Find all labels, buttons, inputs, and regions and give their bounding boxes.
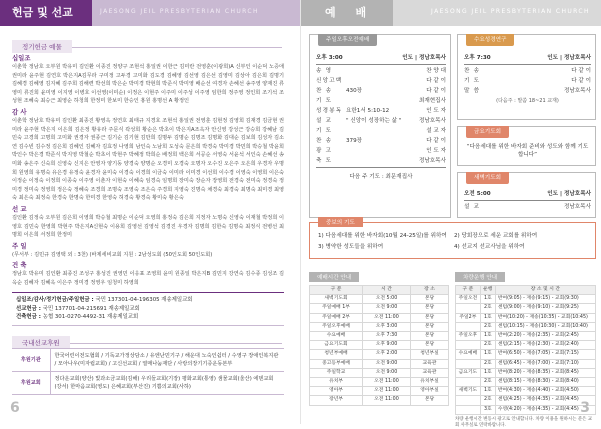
wednesday-row xyxy=(464,76,591,86)
sunday-row xyxy=(316,66,446,76)
schedule-cell-10-1: 오전 11:00 xyxy=(363,387,411,396)
wednesday-order xyxy=(464,66,591,96)
sunday-time: 오후 3:00 xyxy=(316,55,343,61)
wednesday-leader-0: 다 같 이 xyxy=(571,68,591,74)
vehicle-cell-12-1: 3호 xyxy=(480,405,495,414)
vehicle-row xyxy=(456,396,596,405)
sunday-row xyxy=(316,156,446,166)
schedule-cell-4-2: 본당 xyxy=(410,332,448,341)
sunday-row xyxy=(316,146,446,156)
sunday-order xyxy=(316,66,446,166)
schedule-cell-4-0: 수요예배 xyxy=(310,332,363,341)
vehicle-row xyxy=(456,350,596,359)
vehicle-cell-7-2: 센텀(6:45) - 재송(7:00) - 교회(7:10) xyxy=(495,359,595,368)
schedule-row xyxy=(310,341,449,350)
schedule-table xyxy=(309,285,449,406)
schedule-cell-0-0: 새벽기도회 xyxy=(310,295,363,304)
dawn-time-row xyxy=(464,189,591,199)
account-value-2: 농협 301-0270-4492-31 재송제일교회 xyxy=(42,314,139,321)
next-week-leader-text: 다음 주 기도 : 최문재집사 xyxy=(349,174,413,180)
offering-category-4: 건 축 xyxy=(12,261,27,270)
vehicle-row xyxy=(456,378,596,387)
wednesday-item-1: 기 도 xyxy=(464,78,481,84)
left-header xyxy=(0,0,300,26)
vehicle-cell-10-2: 반여(4:30) - 재송(4:40) - 교회(4:50) xyxy=(495,387,595,396)
schedule-cell-2-1: 오전 11:00 xyxy=(363,313,411,322)
schedule-cell-7-1: 오전 9:00 xyxy=(363,359,411,368)
schedule-cell-5-2: 본당 xyxy=(410,341,448,350)
vehicle-cell-9-0 xyxy=(456,378,481,387)
schedule-cell-10-2: 영아부실 xyxy=(410,387,448,396)
right-header xyxy=(301,0,601,26)
schedule-row xyxy=(310,359,449,368)
schedule-cell-8-1: 오전 9:00 xyxy=(363,368,411,377)
vehicle-row xyxy=(456,405,596,414)
offering-list xyxy=(12,52,284,287)
intercession-box xyxy=(309,222,596,259)
vehicle-section xyxy=(455,264,596,429)
domestic-label-1: 후원교회 xyxy=(12,372,50,395)
vehicle-cell-0-1: 1호 xyxy=(480,295,495,304)
sunday-item-5: 설 교 xyxy=(316,118,333,124)
schedule-cell-0-1: 오전 5:00 xyxy=(363,295,411,304)
schedule-row xyxy=(310,368,449,377)
sunday-leader-5: 정남호목사 xyxy=(418,118,446,124)
wednesday-note-text: (다음주 : 말씀 18~21 교재) xyxy=(496,98,559,104)
schedule-cell-5-0: 금요기도회 xyxy=(310,341,363,350)
offering-section-label xyxy=(12,34,282,51)
vehicle-cell-12-2: 수영(4:20) - 재송(4:35) - 교회(4:45) xyxy=(495,405,595,414)
intercession-item-2: 3) 병약한 성도들을 위하여 xyxy=(318,244,384,250)
sunday-leader-9: 정남호목사 xyxy=(418,158,446,164)
sunday-leader-1: 다 같 이 xyxy=(426,78,446,84)
sunday-leader-6: 설 교 자 xyxy=(426,128,446,134)
sunday-item-7: 찬 송 xyxy=(316,138,333,144)
offering-category-2: 선 교 xyxy=(12,204,27,213)
vehicle-cell-9-2: 센텀(8:15) - 재송(8:30) - 교회(8:40) xyxy=(495,378,595,387)
intercession-item-1: 2) 당회장으로 세운 교회를 위하여 xyxy=(454,233,538,239)
vehicle-cell-11-2: 센텀(4:25) - 재송(4:35) - 교회(4:45) xyxy=(495,396,595,405)
vehicle-row xyxy=(456,304,596,313)
vehicle-row xyxy=(456,332,596,341)
sunday-presider: 인도 | 정남호목사 xyxy=(402,55,446,61)
intercession-item-3: 4) 선교지 선교사님을 위하여 xyxy=(454,244,525,250)
sunday-leader-4: 인 도 자 xyxy=(426,108,446,114)
account-line xyxy=(16,296,280,305)
schedule-cell-3-1: 오후 3:00 xyxy=(363,322,411,331)
wednesday-presider: 인도 | 정남호목사 xyxy=(547,55,591,61)
account-label-0: 십일조/감사/정기헌금/주일헌금 : xyxy=(16,297,96,303)
domestic-value-1: 정다운교회(양산) 빛과소금교회(김해) 우리들교회(기장) 평화교회(통영) 샘물교회(울산) 에덴교회(강서) 한마음교회(영도) 은혜교회(부산진) 기쁨의교회(사하) xyxy=(50,372,284,395)
schedule-cell-10-0: 영아부 xyxy=(310,387,363,396)
dawn-sermon-leader: 정남호목사 xyxy=(563,204,591,210)
dawn-sermon-label: 설 교 xyxy=(464,204,481,210)
schedule-cell-9-2: 유치부실 xyxy=(410,378,448,387)
account-info xyxy=(12,292,284,326)
vehicle-cell-4-2: 반여(2:20) - 재송(2:35) - 교회(2:45) xyxy=(495,332,595,341)
vehicle-cell-8-2: 반여(8:20) - 재송(8:35) - 교회(8:45) xyxy=(495,368,595,377)
schedule-cell-8-0: 주일학교 xyxy=(310,368,363,377)
vehicle-cell-3-2: 센텀(10:15) - 재송(10:30) - 교회(10:40) xyxy=(495,322,595,331)
schedule-cell-1-0: 주일예배 1부 xyxy=(310,304,363,313)
dawn-prayer-box xyxy=(457,172,596,218)
sunday-item-3: 기 도 xyxy=(316,98,333,104)
offering-names-2: 김인환 김정숙 오부원 김은희 이영희 박승철 최명순 이순덕 오영희 홍정숙 김은희 지정자 노명숙 신영숙 이재철 박정희 이영호 김민숙 한영희 박현주 박은지A신현숙 이용희 김영선 김영석 김경진 우경자 김명희 김한숙 김명숙 최정식 전병선 최명희 이은희 서정희 한정미 xyxy=(12,214,284,239)
wednesday-item-2: 말 씀 xyxy=(464,88,481,94)
vehicle-cell-7-1: 2호 xyxy=(480,359,495,368)
vehicle-row xyxy=(456,368,596,377)
domestic-label-0: 후원기관 xyxy=(12,349,50,372)
right-page xyxy=(300,0,600,428)
vehicle-cell-5-2: 센텀(2:15) - 재송(2:30) - 교회(2:40) xyxy=(495,341,595,350)
vehicle-title: 차량운행 안내 xyxy=(455,272,505,282)
schedule-row xyxy=(310,396,449,405)
schedule-row xyxy=(310,313,449,322)
sunday-content-5: " 신앙이 성장하는 삶 " xyxy=(346,118,402,124)
schedule-row xyxy=(310,332,449,341)
left-header-tab: 헌금 및 선교 xyxy=(0,0,92,26)
left-page-number: 6 xyxy=(10,400,20,416)
sunday-time-row xyxy=(316,53,446,63)
sunday-item-1: 신앙고백 xyxy=(316,78,343,84)
vehicle-cell-2-0: 주일2부 xyxy=(456,313,481,322)
wednesday-leader-1: 다 같 이 xyxy=(571,78,591,84)
wednesday-time-row xyxy=(464,53,591,63)
vehicle-head-row xyxy=(456,286,596,295)
intercession-title: 중보의 기도 xyxy=(318,217,363,227)
schedule-head-1: 시 간 xyxy=(363,286,411,295)
offering-category-0: 십일조 xyxy=(12,54,31,62)
vehicle-cell-0-0: 주일오전 xyxy=(456,295,481,304)
schedule-cell-11-2: 본당 xyxy=(410,396,448,405)
right-header-english: JAESONG JEIL PRESBYTERIAN CHURCH xyxy=(431,8,590,15)
sunday-row xyxy=(316,106,446,116)
vehicle-cell-1-0 xyxy=(456,304,481,313)
schedule-cell-7-2: 교육관 xyxy=(410,359,448,368)
intercession-items xyxy=(318,231,594,253)
vehicle-cell-9-1: 2호 xyxy=(480,378,495,387)
schedule-head-0: 구 분 xyxy=(310,286,363,295)
sunday-row xyxy=(316,116,446,126)
dawn-sermon-row xyxy=(464,202,591,212)
vehicle-head-0: 구 분 xyxy=(456,286,481,295)
domestic-row xyxy=(12,349,284,372)
dawn-time: 오전 5:00 xyxy=(464,191,491,197)
schedule-title: 예배시간 안내 xyxy=(309,272,359,282)
vehicle-cell-4-0: 주일오후 xyxy=(456,332,481,341)
offering-names-4: 정남호 박유미 김인환 최종진 조성구 홍성진 권영민 이응표 조영희 윤미 원종일 박은지B 김민지 강연숙 김수종 김성조 김옥순 김혜자 김혜옥 이은주 정미경 정영우 임청미 하영희 xyxy=(12,271,284,286)
dawn-presider: 인도 | 정남호목사 xyxy=(547,191,591,197)
vehicle-cell-6-2: 반여(6:50) - 재송(7:05) - 교회(7:15) xyxy=(495,350,595,359)
sunday-leader-3: 최재현집사 xyxy=(418,98,446,104)
sunday-item-9: 축 도 xyxy=(316,158,333,164)
vehicle-cell-4-1: 1호 xyxy=(480,332,495,341)
domestic-support-table xyxy=(12,348,284,395)
account-line xyxy=(16,305,280,314)
vehicle-cell-2-2: 반여(10:20) - 재송(10:35) - 교회(10:45) xyxy=(495,313,595,322)
vehicle-cell-2-1: 1호 xyxy=(480,313,495,322)
vehicle-cell-6-0: 수요예배 xyxy=(456,350,481,359)
schedule-cell-6-2: 청년부실 xyxy=(410,350,448,359)
vehicle-cell-5-0 xyxy=(456,341,481,350)
vehicle-row xyxy=(456,295,596,304)
vehicle-cell-8-1: 1호 xyxy=(480,368,495,377)
domestic-section-title: 국내선교후원 xyxy=(12,336,70,349)
sunday-row xyxy=(316,86,446,96)
schedule-row xyxy=(310,378,449,387)
sunday-item-4: 성경봉독 xyxy=(316,108,343,114)
sunday-item-2: 찬 송 xyxy=(316,88,333,94)
sunday-row xyxy=(316,96,446,106)
vehicle-cell-1-2: 센텀(9:00) - 재송(9:10) - 교회(9:25) xyxy=(495,304,595,313)
left-header-english: JAESONG JEIL PRESBYTERIAN CHURCH xyxy=(100,8,259,15)
sunday-content-7: 379장 xyxy=(346,138,363,144)
schedule-cell-6-1: 오후 2:00 xyxy=(363,350,411,359)
offering-names-3: (무서부 : 김민규 김영택 외 : 3천) (바제세비교회 지원 : 2남성도회 (50인도회 50인도회) xyxy=(12,251,213,258)
domestic-row xyxy=(12,372,284,395)
offering-category-3: 주 일 xyxy=(12,241,27,250)
vehicle-note: 차량 운행시간 변동시 광고로 안내합니다. 차량 이용을 원하시는 분은 교회 사무실로 연락바랍니다. xyxy=(455,416,592,428)
right-header-tab: 예 배 xyxy=(301,0,393,26)
vehicle-cell-8-0: 금요기도 xyxy=(456,368,481,377)
account-value-1: 국민 137701-04-215691 재송제일교회 xyxy=(42,305,140,312)
sunday-item-0: 송 영 xyxy=(316,68,333,74)
friday-prayer-box xyxy=(457,126,596,166)
offering-names-1: 이춘학 정남호 박유미 김인환 최종진 황영옥 정연호 최태규 지경호 조현석 홍일권 전영훈 김현정 김영희 김재경 김금현 권미라 윤주현 박은지 이은희 김은정 황유라 주문식 곽성희 황순은 박초이 박은지A조옥자 안신영 강성근 강승희 강혜남 김민숙 고경희 고명희 고미화 권경자 권종근 김기순 김기현 김만희 김명두 김명순 김명조 김명화 김대순 김보희 김성자 김소연 김수빈 김수정 김은희 김혜인 김혜자 김효정 나영희 남인숙 노남희 도성숙 문은희 박경숙 박미경 박민희 박승철 박윤희 박인수 박은경 박준식 박지영 박철순 박초이 박현주 박혜정 박희순 배정희 백은희 서공순 서영숙 서윤석 서인숙 손혜선 송미화 송은주 신숙희 신영숙 신지은 안영자 양기동 양경숙 양명순 오경미 오경숙 오명자 오수진 오은주 오은희 우경자 우명희 원영희 유명숙 유은경 유정숙 윤경자 윤미숙 이경숙 이경희 이금숙 이미라 이미경 이선희 이수경 이영숙 이영희 이은숙 이정순 이정숙 이정희 이종숙 이주영 이춘자 이현숙 이혜숙 임경숙 임명희 장미숙 장순자 장영희 전경숙 전미숙 정경숙 정미경 정미숙 정영희 정은숙 정혜숙 조경희 조명숙 조영숙 조은숙 주경희 지영숙 진명숙 채경숙 최경숙 최명숙 최미경 최영숙 최은숙 최정숙 한경숙 한명숙 한미경 한영숙 허경숙 황경숙 황미숙 황은숙 xyxy=(12,117,284,202)
schedule-cell-9-1: 오전 11:00 xyxy=(363,378,411,387)
offering-names-0: 이춘학 정남호 오부원 박유미 김인환 이종진 정양구 조현석 홍일권 이한근 김미란 전영훈(이광희)A 신부인 이순덕 노증애 권미라 윤주현 김연호 박은지A김무라 구미정 고두경 고미화 김도경 김혜영 김선영 김은선 김영미 김상아 김은희 김명기 김혜경 김혜영 김지혜 김주희 김해련 박선희 박은순 박미경 박현희 박준식 박미영 배순선 여경자 손혜선 송주영 양재진 류영미 류진희 윤미영 이지영 이병호 이선영(이미순) 이정은 이현주 이주미 이주성 이주영 임한희 정주영 정인희 조기석 조성현 조혜숙 최승근 최영순 하청희 한정미 한보미 한승인 홍원 홍명선 A 황정인 xyxy=(12,64,284,105)
schedule-cell-8-2: 교육관 xyxy=(410,368,448,377)
vehicle-cell-3-0 xyxy=(456,322,481,331)
vehicle-cell-7-0 xyxy=(456,359,481,368)
sunday-leader-7: 다 같 이 xyxy=(426,138,446,144)
vehicle-cell-11-1: 2호 xyxy=(480,396,495,405)
schedule-cell-2-0: 주일예배 2부 xyxy=(310,313,363,322)
wednesday-row xyxy=(464,66,591,76)
schedule-row xyxy=(310,350,449,359)
sunday-row xyxy=(316,76,446,86)
sunday-service-box xyxy=(309,34,451,218)
sunday-item-6: 기 도 xyxy=(316,128,333,134)
vehicle-cell-11-0 xyxy=(456,396,481,405)
schedule-cell-3-2: 본당 xyxy=(410,322,448,331)
vehicle-head-1: 운행 xyxy=(480,286,495,295)
vehicle-cell-3-1: 2호 xyxy=(480,322,495,331)
intercession-item-0: 1) 다음세대를 위한 바자회(10월 24-25일)를 위하여 xyxy=(318,233,447,239)
offering-category-1: 감 사 xyxy=(12,107,27,116)
vehicle-cell-12-0 xyxy=(456,405,481,414)
vehicle-row xyxy=(456,359,596,368)
account-label-1: 선교헌금 : xyxy=(16,305,43,312)
vehicle-row xyxy=(456,313,596,322)
vehicle-cell-0-2: 반여(9:05) - 재송(9:15) - 교회(9:30) xyxy=(495,295,595,304)
schedule-cell-3-0: 주일오후예배 xyxy=(310,322,363,331)
offering-section-title: 정기헌금 예물 xyxy=(12,40,72,53)
vehicle-cell-5-1: 2호 xyxy=(480,341,495,350)
vehicle-table xyxy=(455,285,596,415)
vehicle-cell-1-1: 2호 xyxy=(480,304,495,313)
schedule-cell-2-2: 본당 xyxy=(410,313,448,322)
vehicle-cell-10-0: 새벽기도 xyxy=(456,387,481,396)
wednesday-service-box xyxy=(457,34,596,120)
wednesday-service-title: 수요성경연구 xyxy=(466,34,514,46)
wednesday-note xyxy=(464,96,591,106)
vehicle-head-2: 장 소 및 시 간 xyxy=(495,286,595,295)
friday-prayer-text: “다음세대를 위한 바자회 준비와 성도와 함께 기도합니다” xyxy=(466,144,589,158)
sunday-row xyxy=(316,126,446,136)
left-page xyxy=(0,0,300,424)
schedule-cell-5-1: 오후 9:00 xyxy=(363,341,411,350)
schedule-row xyxy=(310,387,449,396)
sunday-item-8: 광 고 xyxy=(316,148,333,154)
schedule-row xyxy=(310,295,449,304)
sunday-content-2: 430장 xyxy=(346,88,363,94)
schedule-cell-7-0: 중고등부예배 xyxy=(310,359,363,368)
sunday-leader-0: 찬 양 대 xyxy=(426,68,446,74)
sunday-leader-8: 인 도 자 xyxy=(426,148,446,154)
account-value-0: 국민 137301-04-196305 재송제일교회 xyxy=(95,297,193,303)
schedule-cell-11-1: 오전 11:00 xyxy=(363,396,411,405)
vehicle-cell-10-1: 1호 xyxy=(480,387,495,396)
sunday-content-4: 요한1서 5:10-12 xyxy=(346,108,390,114)
right-page-number: 3 xyxy=(580,400,590,416)
schedule-cell-1-1: 오전 9:00 xyxy=(363,304,411,313)
vehicle-row xyxy=(456,322,596,331)
next-week-leader xyxy=(316,172,446,182)
vehicle-row xyxy=(456,341,596,350)
schedule-cell-1-2: 본당 xyxy=(410,304,448,313)
wednesday-item-0: 찬 송 xyxy=(464,68,481,74)
sunday-leader-2: 다 같 이 xyxy=(426,88,446,94)
dawn-prayer-title: 새벽기도회 xyxy=(466,172,509,184)
vehicle-row xyxy=(456,387,596,396)
schedule-cell-11-0: 장년부 xyxy=(310,396,363,405)
sunday-row xyxy=(316,136,446,146)
schedule-cell-0-2: 본당 xyxy=(410,295,448,304)
schedule-head-2: 장 소 xyxy=(410,286,448,295)
schedule-cell-4-1: 오후 7:30 xyxy=(363,332,411,341)
account-label-2: 건축헌금 : xyxy=(16,314,43,321)
account-line xyxy=(16,313,280,322)
schedule-cell-6-0: 청년부예배 xyxy=(310,350,363,359)
wednesday-row xyxy=(464,86,591,96)
domestic-value-0: 한국어린이전도협회 / 기독교가정상담소 / 유엔난민기구 / 해운대 노숙인쉼터 / 수영구 장애인복지관 / 모아나우(미자립교회) / 고신선교회 / 열매나눔재단 / 사랑의장기기증운동본부 xyxy=(50,349,284,372)
schedule-head-row xyxy=(310,286,449,295)
schedule-row xyxy=(310,322,449,331)
wednesday-leader-2: 정남호목사 xyxy=(563,88,591,94)
sunday-service-title: 주일오후오전예배 xyxy=(318,34,377,46)
domestic-section-label xyxy=(12,330,282,347)
friday-prayer-title: 금요기도회 xyxy=(466,126,509,138)
schedule-section xyxy=(309,264,449,406)
wednesday-time: 오후 7:30 xyxy=(464,55,491,61)
schedule-cell-9-0: 유치부 xyxy=(310,378,363,387)
schedule-row xyxy=(310,304,449,313)
vehicle-cell-6-1: 1호 xyxy=(480,350,495,359)
